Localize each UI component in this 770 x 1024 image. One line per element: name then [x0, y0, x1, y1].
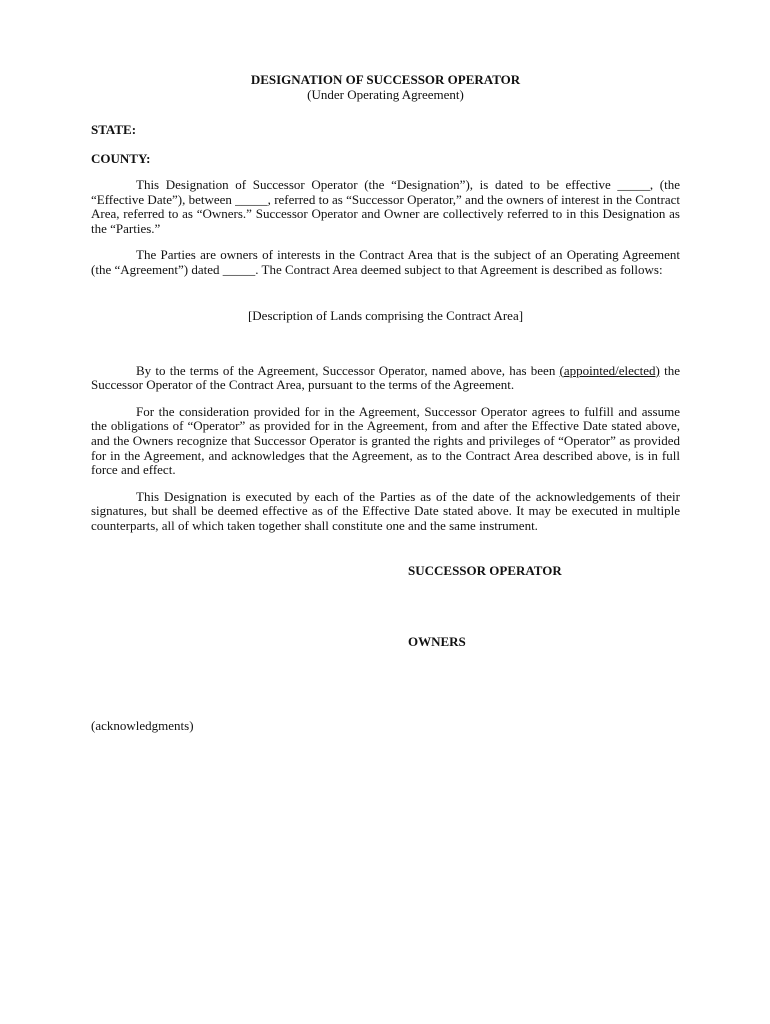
appointment-text-after: the Successor Operator of the Contract Area, pursuant to the terms of the Agreement.	[91, 362, 680, 393]
signature-successor-operator: SUCCESSOR OPERATOR	[408, 562, 562, 578]
paragraph-contract-area: The Parties are owners of interests in the Contract Area that is the subject of an Operating Agreement (the “Agreement”) dated _____. The Contract Area deemed subject to that Agreement is described as follows:	[91, 247, 680, 277]
paragraph-appointment	[91, 364, 680, 393]
appointment-text-before: By to the terms of the Agreement, Successor Operator, named above, has been	[136, 362, 560, 378]
document-title: DESIGNATION OF SUCCESSOR OPERATOR	[250, 72, 521, 87]
county-label: COUNTY:	[91, 151, 151, 166]
appointed-elected-underlined: (appointed/elected)	[559, 362, 660, 378]
document-body	[91, 72, 680, 733]
state-label: STATE:	[91, 122, 137, 137]
description-placeholder: [Description of Lands comprising the Contract Area]	[247, 307, 524, 323]
paragraph-designation-parties: This Designation of Successor Operator (the “Designation”), is dated to be effective _____, (the “Effective Date”), between _____, referred to as “Successor Operator,” and the owners of interest in the Contract Area, referred to as “Owners.” Successor Operator and Owner are collectively referred to in this Designation as the “Parties.”	[91, 177, 680, 236]
document-subtitle: (Under Operating Agreement)	[307, 87, 464, 102]
signature-owners: OWNERS	[408, 633, 466, 649]
acknowledgments-note: (acknowledgments)	[91, 717, 194, 733]
paragraph-consideration: For the consideration provided for in the Agreement, Successor Operator agrees to fulfill and assume the obligations of “Operator” as provided for in the Agreement, from and after the Effective Date stated above, and the Owners recognize that Successor Operator is granted the rights and privileges of “Operator” as provided for in the Agreement, and acknowledges that the Agreement, as to the Contract Area described above, is in full force and effect.	[91, 403, 680, 478]
paragraph-execution: This Designation is executed by each of the Parties as of the date of the acknowledgements of their signatures, but shall be deemed effective as of the Effective Date stated above. It may be executed in multiple counterparts, all of which taken together shall constitute one and the same instrument.	[91, 488, 680, 533]
